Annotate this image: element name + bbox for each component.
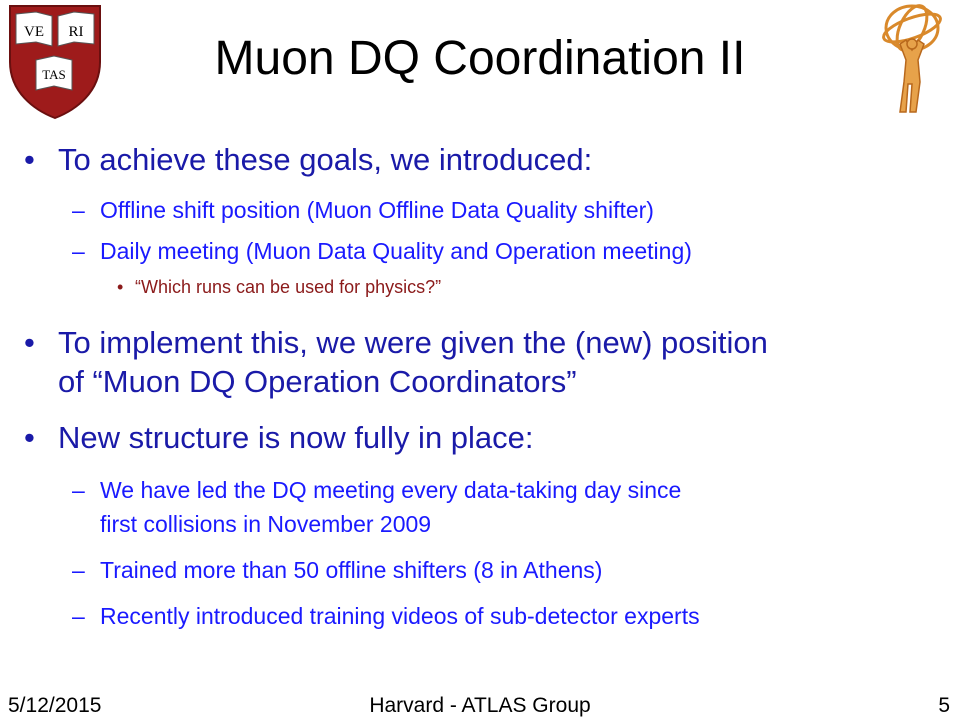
sub-bullet-item (72, 238, 692, 265)
bullet-item (24, 142, 593, 178)
sub-bullet-text: first collisions in November 2009 (100, 511, 432, 537)
bullet-text: To achieve these goals, we introduced: (58, 142, 593, 177)
sub-bullet-item (72, 477, 682, 504)
dash-marker: – (72, 557, 85, 583)
bullet-text: To implement this, we were given the (new) position (58, 325, 768, 360)
dash-marker: – (72, 238, 85, 264)
footer-center-text: Harvard - ATLAS Group (369, 694, 591, 717)
bullet-continuation (58, 364, 577, 400)
bullet-marker: • (24, 142, 35, 177)
bullet-marker: • (24, 325, 35, 360)
footer-date: 5/12/2015 (8, 694, 102, 717)
sub-bullet-item (72, 557, 603, 584)
bullet-text: New structure is now fully in place: (58, 420, 534, 455)
sub-bullet-text: Daily meeting (Muon Data Quality and Operation meeting) (100, 238, 692, 264)
bullet-marker: • (24, 420, 35, 455)
sub-bullet-item (72, 197, 654, 224)
dash-marker: – (72, 197, 85, 223)
sub-bullet-text: Trained more than 50 offline shifters (8 in Athens) (100, 557, 603, 583)
sub-sub-bullet-item (117, 277, 442, 298)
shield-text-ri: RI (68, 24, 84, 40)
dash-marker: – (72, 603, 85, 629)
sub-bullet-continuation (100, 511, 431, 538)
sub-bullet-text: Recently introduced training videos of sub-detector experts (100, 603, 700, 629)
page-number: 5 (938, 694, 950, 717)
slide-title: Muon DQ Coordination II (214, 32, 746, 85)
shield-text-ve: VE (24, 24, 44, 40)
sub-bullet-item (72, 603, 700, 630)
bullet-item (24, 420, 534, 456)
bullet-text: of “Muon DQ Operation Coordinators” (58, 364, 577, 399)
sub-sub-bullet-text: “Which runs can be used for physics?” (135, 277, 442, 297)
bullet-item (24, 325, 768, 361)
bullet-marker: • (117, 277, 124, 297)
dash-marker: – (72, 477, 85, 503)
shield-text-tas: TAS (42, 67, 66, 82)
sub-bullet-text: Offline shift position (Muon Offline Data Quality shifter) (100, 197, 654, 223)
sub-bullet-text: We have led the DQ meeting every data-taking day since (100, 477, 682, 503)
